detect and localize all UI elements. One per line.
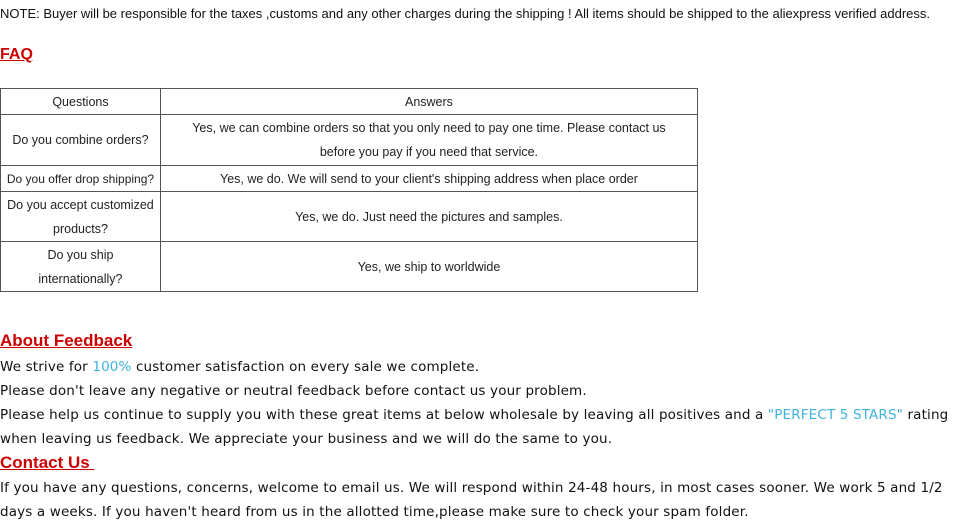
table-row (1, 166, 698, 192)
answers-column-header: Answers (160, 89, 697, 115)
feedback-line-3 (0, 403, 957, 451)
feedback-line-1-pre: We strive for (0, 359, 93, 375)
about-feedback-heading: About Feedback (0, 331, 133, 350)
faq-answer: Yes, we ship to worldwide (160, 242, 697, 292)
feedback-line-3-post: rating when leaving us feedback. We appreciate your business and we will do the same to you. (0, 407, 949, 447)
table-row (1, 115, 698, 166)
faq-question-text: Do you ship internationally? (38, 247, 123, 286)
faq-heading: FAQ (0, 46, 33, 63)
five-stars-highlight: "PERFECT 5 STARS" (767, 407, 904, 423)
faq-table (0, 88, 698, 292)
table-row (1, 242, 698, 292)
faq-question: Do you combine orders? (1, 115, 161, 166)
faq-answer: Yes, we do. We will send to your client's shipping address when place order (160, 166, 697, 192)
table-row (1, 192, 698, 242)
contact-us-text: If you have any questions, concerns, welcome to email us. We will respond within 24-48 hours, in most cases sooner. We work 5 and 1/2 days a weeks. If you haven't heard from us in the allotted time,please make sure to check your spam folder. (0, 480, 943, 520)
faq-answer-text: Yes, we can combine orders so that you only need to pay one time. Please contact us before you pay if you need that service. (192, 121, 666, 159)
questions-column-header: Questions (1, 89, 161, 115)
contact-us-heading (0, 453, 94, 473)
contact-us-heading-text: Contact Us (0, 453, 90, 472)
satisfaction-highlight: 100% (92, 359, 132, 375)
faq-question (1, 242, 161, 292)
faq-answer: Yes, we do. Just need the pictures and samples. (160, 192, 697, 242)
shipping-note: NOTE: Buyer will be responsible for the taxes ,customs and any other charges during the shipping ! All items should be shipped to the aliexpress verified address. (0, 6, 930, 21)
faq-answer (160, 115, 697, 166)
about-feedback-text (0, 355, 957, 451)
faq-question: Do you offer drop shipping? (1, 166, 161, 192)
faq-question: Do you accept customized products? (1, 192, 161, 242)
feedback-line-1 (0, 355, 957, 379)
feedback-line-2: Please don't leave any negative or neutral feedback before contact us your problem. (0, 383, 587, 399)
feedback-line-1-post: customer satisfaction on every sale we complete. (131, 359, 480, 375)
feedback-line-3-pre: Please help us continue to supply you with these great items at below wholesale by leaving all positives and a (0, 407, 768, 423)
faq-header-row (1, 89, 698, 115)
